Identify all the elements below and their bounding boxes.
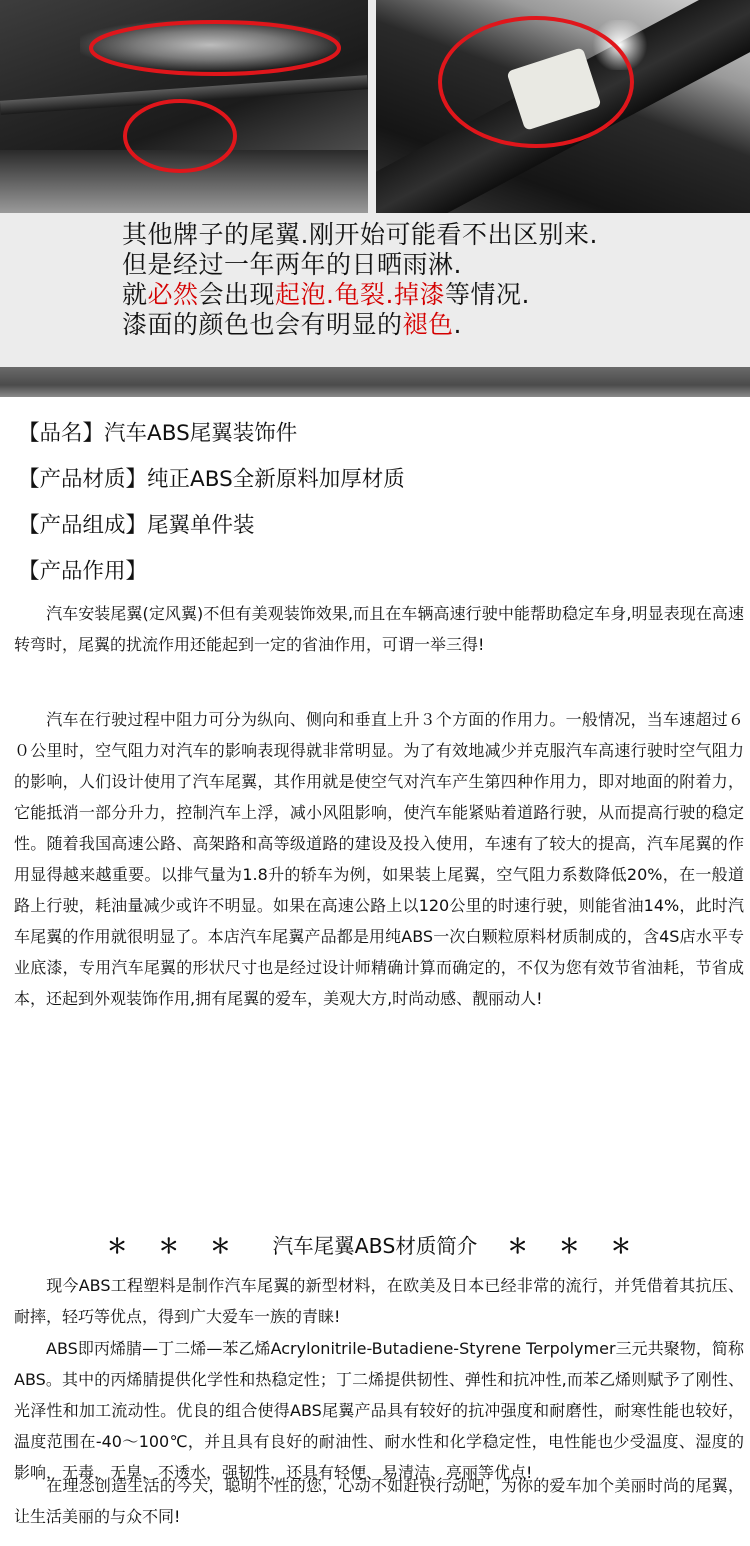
stars-right-icon: ＊ ＊ ＊ [507,1234,644,1258]
abs-paragraph-2: ABS即丙烯腈—丁二烯—苯乙烯Acrylonitrile-Butadiene-Styrene Terpolymer三元共聚物，简称ABS。其中的丙烯腈提供化学性和热稳定性；丁二烯提供韧性、弹性和抗冲性,而苯乙烯则赋予了刚性、光泽性和加工流动性。优良的组合使得ABS尾翼产品具有较好的抗冲强度和耐磨性，耐寒性能也较好，温度范围在-40～100℃，并且具有良好的耐油性、耐水性和化学稳定性，电性能也少受温度、湿度的影响，无毒，无臭，不透水，强韧性，还具有轻便、易清洁、亮丽等优点! [14,1339,744,1482]
section-divider [0,367,750,397]
defect-photo-peeling [376,0,750,213]
defect-comparison-panel [0,0,750,367]
defect-markers-right [376,0,750,213]
function-paragraph-2: 汽车在行驶过程中阻力可分为纵向、侧向和垂直上升３个方面的作用力。一般情况，当车速超过６０公里时，空气阻力对汽车的影响表现得就非常明显。为了有效地减少并克服汽车高速行驶时空气阻力的影响，人们设计使用了汽车尾翼，其作用就是使空气对汽车产生第四种作用力，即对地面的附着力，它能抵消一部分升力，控制汽车上浮，减小风阻影响，使汽车能紧贴着道路行驶，从而提高行驶的稳定性。随着我国高速公路、高架路和高等级道路的建设及投入使用，车速有了较大的提高，汽车尾翼的作用显得越来越重要。以排气量为1.8升的轿车为例，如果装上尾翼，空气阻力系数降低20%，在一般道路上行驶，耗油量减少或许不明显。如果在高速公路上以120公里的时速行驶，则能省油14%，此时汽车尾翼的作用就很明显了。本店汽车尾翼产品都是用纯ABS一次白颗粒原料材质制成的，含4S店水平专业底漆，专用汽车尾翼的形状尺寸也是经过设计师精确计算而确定的，不仅为您有效节省油耗，节省成本，还起到外观装饰作用,拥有尾翼的爱车，美观大方,时尚动感、靓丽动人! [14,710,744,1008]
marker-ellipse-peeling [440,18,632,146]
highlight-inevitably: 必然 [147,280,199,309]
defect-photo-bubbling [0,0,368,213]
defect-caption [122,220,722,340]
caption-line-3: 就必然会出现起泡.龟裂.掉漆等情况. [122,280,530,309]
defect-markers-left [0,0,368,213]
marker-ellipse-crack [125,101,235,171]
abs-paragraph-1: 现今ABS工程塑料是制作汽车尾翼的新型材料，在欧美及日本已经非常的流行，并凭借着其抗压、耐摔，轻巧等优点，得到广大爱车一族的青睐! [14,1276,744,1326]
spec-material: 【产品材质】纯正ABS全新原料加厚材质 [18,467,405,492]
spec-function-heading: 【产品作用】 [18,559,148,584]
highlight-defects: 起泡.龟裂.掉漆 [275,280,445,309]
spec-composition: 【产品组成】尾翼单件装 [18,513,255,538]
spec-product-name: 【品名】汽车ABS尾翼装饰件 [18,421,298,446]
stars-left-icon: ＊ ＊ ＊ [106,1234,243,1258]
caption-line-4: 漆面的颜色也会有明显的褪色. [122,310,462,339]
caption-line-2: 但是经过一年两年的日晒雨淋. [122,250,462,279]
abs-section-title: ＊ ＊ ＊ 汽车尾翼ABS材质简介 ＊ ＊ ＊ [106,1234,644,1258]
function-paragraph-1: 汽车安装尾翼(定风翼)不但有美观装饰效果,而且在车辆高速行驶中能帮助稳定车身,明显表现在高速转弯时，尾翼的扰流作用还能起到一定的省油作用，可谓一举三得! [14,604,744,654]
highlight-fading: 褪色 [402,310,454,339]
abs-paragraph-3: 在理念创造生活的今天，聪明个性的您，心动不如赶快行动吧，为你的爱车加个美丽时尚的尾翼，让生活美丽的与众不同! [14,1476,744,1526]
marker-ellipse-bubbling [91,22,339,74]
caption-line-1: 其他牌子的尾翼.刚开始可能看不出区别来. [122,220,598,249]
